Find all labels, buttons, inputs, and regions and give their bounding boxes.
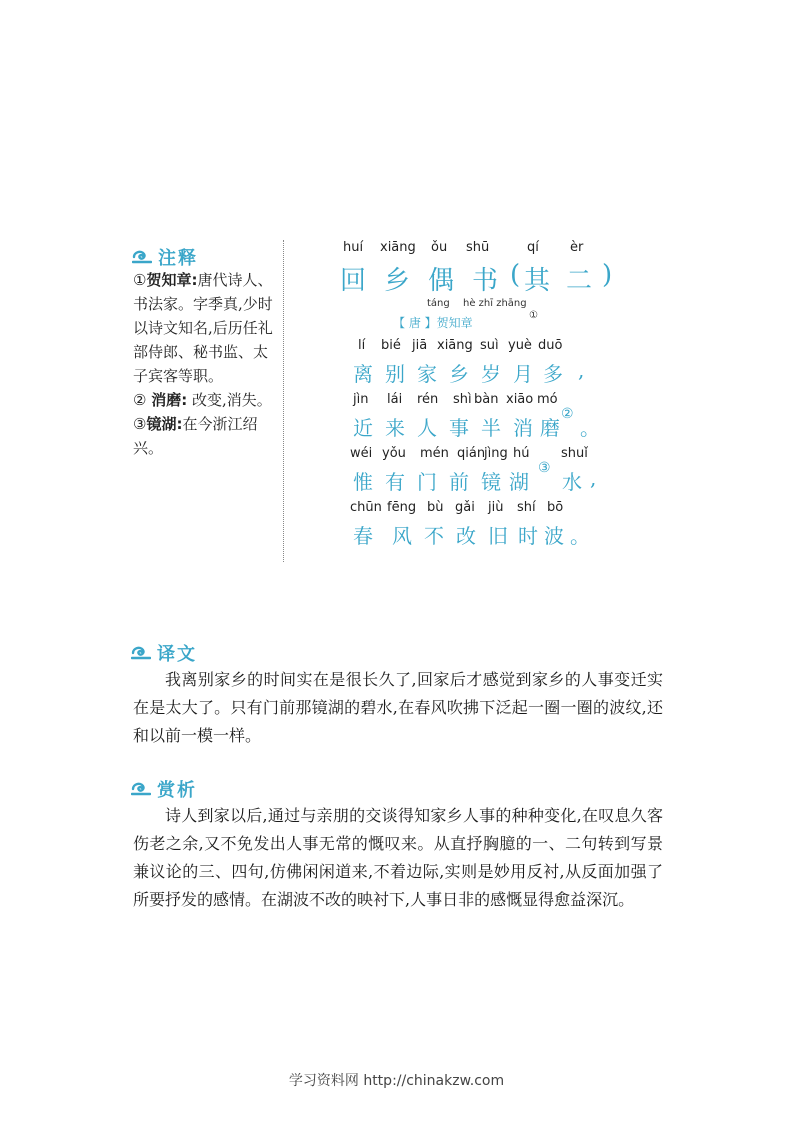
poem-char: 人 bbox=[417, 416, 437, 440]
line-pinyin bbox=[300, 338, 660, 358]
poem-line bbox=[300, 460, 660, 500]
note-item bbox=[133, 268, 275, 388]
poem-char: 。 bbox=[580, 416, 600, 440]
pinyin: rén bbox=[417, 392, 439, 407]
poem-char: 来 bbox=[385, 416, 405, 440]
pinyin: lái bbox=[387, 392, 403, 407]
title-pinyin bbox=[300, 240, 660, 260]
poem-char: 镜 bbox=[481, 470, 501, 494]
appreciation-heading bbox=[131, 776, 197, 802]
pinyin: bié bbox=[381, 338, 401, 353]
pinyin: yuè bbox=[508, 338, 532, 353]
notes-heading bbox=[132, 244, 198, 270]
swirl-icon bbox=[131, 645, 151, 661]
pinyin: èr bbox=[570, 240, 584, 255]
poem-char: 。 bbox=[570, 524, 590, 548]
note-item bbox=[133, 388, 275, 412]
pinyin: yǒu bbox=[382, 446, 406, 461]
poem-char: 时 bbox=[518, 524, 538, 548]
poem-char: 风 bbox=[392, 524, 412, 548]
poem-line bbox=[300, 520, 660, 554]
poem-char: 岁 bbox=[481, 362, 501, 386]
poem bbox=[300, 240, 660, 554]
title-char: 其 bbox=[524, 266, 551, 296]
poem-char: 春 bbox=[353, 524, 373, 548]
line-pinyin bbox=[300, 500, 660, 520]
poem-author bbox=[300, 312, 660, 338]
pinyin: xiāng bbox=[437, 338, 473, 353]
pinyin: jìn bbox=[353, 392, 369, 407]
pinyin: shū bbox=[466, 240, 490, 255]
note-text: 改变,消失。 bbox=[192, 391, 272, 409]
pinyin: bàn bbox=[474, 392, 499, 407]
poem-char: 旧 bbox=[488, 524, 508, 548]
note-mark: ③ bbox=[538, 460, 551, 476]
note-mark: ① bbox=[529, 310, 538, 321]
poem-char: 惟 bbox=[353, 470, 373, 494]
pinyin: shuǐ bbox=[561, 446, 588, 461]
pinyin: fēng bbox=[387, 500, 417, 515]
poem-char: 月 bbox=[513, 362, 533, 386]
pinyin: bù bbox=[427, 500, 444, 515]
poem-char: 改 bbox=[456, 524, 476, 548]
swirl-icon bbox=[131, 781, 151, 797]
title-char: ( bbox=[510, 260, 521, 290]
poem-title bbox=[300, 260, 660, 298]
appreciation-text: 诗人到家以后,通过与亲朋的交谈得知家乡人事的种种变化,在叹息久客伤老之余,又不免发出人事无常的慨叹来。从直抒胸臆的一、二句转到写景兼议论的三、四句,仿佛闲闲道来,不着边际,实则是妙用反衬,从反面加强了所要抒发的感情。在湖波不改的映衬下,人事日非的感慨显得愈益深沉。 bbox=[133, 806, 663, 909]
note-number: ② bbox=[133, 391, 147, 409]
pinyin: gǎi bbox=[455, 500, 475, 515]
note-mark: ② bbox=[561, 406, 574, 422]
poem-char: 乡 bbox=[449, 362, 469, 386]
swirl-icon bbox=[132, 249, 152, 265]
pinyin: lí bbox=[358, 338, 366, 353]
poem-char: 磨 bbox=[540, 416, 560, 440]
note-number: ① bbox=[133, 271, 147, 289]
pinyin: mén bbox=[420, 446, 449, 461]
pinyin: suì bbox=[480, 338, 499, 353]
pinyin: jiā bbox=[412, 338, 428, 353]
pinyin: ǒu bbox=[431, 240, 448, 255]
note-term: 消磨: bbox=[151, 391, 188, 409]
pinyin: huí bbox=[343, 240, 364, 255]
poem-char: 消 bbox=[513, 416, 533, 440]
translation-heading-text: 译文 bbox=[157, 644, 197, 665]
title-char: ) bbox=[602, 260, 613, 290]
poem-char: 近 bbox=[353, 416, 373, 440]
poem-char: 多 bbox=[543, 362, 563, 386]
poem-char: 离 bbox=[353, 362, 373, 386]
note-text: 唐代诗人、书法家。字季真,少时以诗文知名,后历任礼部侍郎、秘书监、太子宾客等职。 bbox=[133, 271, 273, 385]
poem-char: 湖 bbox=[509, 470, 529, 494]
poem-char: 半 bbox=[481, 416, 501, 440]
pinyin: qián bbox=[457, 446, 486, 461]
pinyin: jìng bbox=[484, 446, 508, 461]
note-term: 镜湖: bbox=[146, 415, 183, 433]
pinyin: duō bbox=[538, 338, 563, 353]
author-name: 【 唐 】贺知章 bbox=[393, 316, 473, 330]
title-char: 回 bbox=[340, 266, 367, 296]
title-char: 偶 bbox=[428, 266, 455, 296]
pinyin: chūn bbox=[350, 500, 382, 515]
poem-char: 前 bbox=[449, 470, 469, 494]
column-divider bbox=[283, 240, 284, 562]
pinyin: shì bbox=[453, 392, 472, 407]
poem-char: 事 bbox=[449, 416, 469, 440]
poem-char: 门 bbox=[417, 470, 437, 494]
pinyin: jiù bbox=[488, 500, 504, 515]
pinyin: qí bbox=[527, 240, 539, 255]
poem-char: , bbox=[578, 358, 585, 382]
poem-char: 别 bbox=[385, 362, 405, 386]
note-item bbox=[133, 412, 275, 460]
translation-text: 我离别家乡的时间实在是很长久了,回家后才感觉到家乡的人事变迁实在是太大了。只有门前那镜湖的碧水,在春风吹拂下泛起一圈一圈的波纹,还和以前一模一样。 bbox=[133, 670, 663, 745]
line-pinyin bbox=[300, 446, 660, 466]
title-char: 乡 bbox=[384, 266, 411, 296]
note-term: 贺知章: bbox=[146, 271, 198, 289]
pinyin: shí bbox=[517, 500, 536, 515]
pinyin: xiāng bbox=[380, 240, 416, 255]
translation-heading bbox=[131, 640, 197, 666]
notes-heading-text: 注释 bbox=[158, 248, 198, 269]
title-char: 二 bbox=[566, 266, 593, 296]
poem-char: , bbox=[590, 466, 597, 490]
pinyin: wéi bbox=[350, 446, 373, 461]
poem-char: 水 bbox=[562, 470, 582, 494]
pinyin: xiāo bbox=[506, 392, 534, 407]
title-char: 书 bbox=[472, 266, 499, 296]
poem-line bbox=[300, 406, 660, 446]
author-pinyin bbox=[300, 298, 660, 312]
poem-char: 波 bbox=[544, 524, 564, 548]
pinyin: hè zhī zhāng bbox=[463, 298, 527, 309]
note-number: ③ bbox=[133, 415, 147, 433]
line-pinyin bbox=[300, 392, 660, 412]
poem-char: 家 bbox=[417, 362, 437, 386]
notes-list bbox=[133, 268, 275, 460]
appreciation-heading-text: 赏析 bbox=[157, 780, 197, 801]
poem-char: 有 bbox=[385, 470, 405, 494]
poem-line bbox=[300, 358, 660, 392]
pinyin: hú bbox=[513, 446, 530, 461]
pinyin: mó bbox=[537, 392, 558, 407]
poem-char: 不 bbox=[424, 524, 444, 548]
pinyin: táng bbox=[427, 298, 450, 309]
note-text: 在今浙江绍兴。 bbox=[133, 415, 258, 457]
pinyin: bō bbox=[547, 500, 564, 515]
footer-watermark: 学习资料网 http://chinakzw.com bbox=[288, 1073, 505, 1089]
